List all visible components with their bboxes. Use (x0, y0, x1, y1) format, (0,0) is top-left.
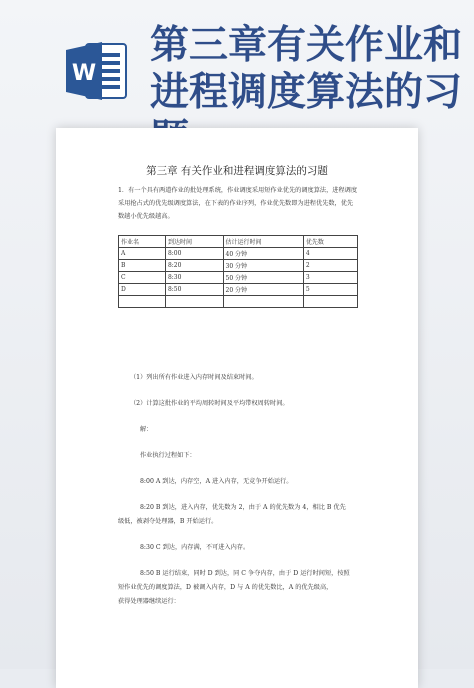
step-8-50-line1: 8:50 B 运行结束，同时 D 到达，同 C 争夺内存，由于 D 运行时间短，按照 (140, 570, 350, 577)
table-cell: 30 分钟 (223, 260, 303, 272)
table-header-row (119, 236, 358, 248)
table-cell (119, 296, 166, 308)
step-8-00: 8:00 A 到达，内存空，A 进入内存，无竞争开始运行。 (140, 478, 293, 485)
table-row (119, 260, 358, 272)
word-icon (64, 38, 130, 104)
table-header: 到达时间 (165, 236, 223, 248)
question-1: （1）列出所有作业进入内存时间及结束时间。 (130, 374, 258, 381)
process-intro: 作业执行过程如下： (140, 452, 196, 459)
table-cell: 8:50 (165, 284, 223, 296)
table-cell: 40 分钟 (223, 248, 303, 260)
svg-text:W: W (71, 61, 97, 86)
table-cell: D (119, 284, 166, 296)
step-8-30: 8:30 C 到达，内存满，不可进入内存。 (140, 544, 250, 551)
table-header: 作业名 (119, 236, 166, 248)
intro-paragraph: 1．有一个具有两道作业的批处理系统，作业调度采用短作业优先的调度算法，进程调度采用抢占式的优先级调度算法，在下表的作业序列，作业优先数即为进程优先数，优先数越小优先级越高。 (118, 187, 358, 220)
step-8-50-line3: 获得处理器继续运行： (118, 598, 180, 605)
banner-title: 第三章有关作业和进程调度算法的习 (150, 23, 463, 115)
question-2: （2）计算这批作业的平均周转时间及平均带权周转时间。 (130, 400, 289, 407)
table-cell: B (119, 260, 166, 272)
table-cell: 2 (303, 260, 357, 272)
table-header: 优先数 (303, 236, 357, 248)
table-cell (223, 296, 303, 308)
table-row (119, 272, 358, 284)
table-cell: 3 (303, 272, 357, 284)
table-header: 估计运行时间 (223, 236, 303, 248)
table-cell: 50 分钟 (223, 272, 303, 284)
table-cell: 20 分钟 (223, 284, 303, 296)
table-cell: 8:00 (165, 248, 223, 260)
step-8-20-line2: 级低，被剥夺处理器，B 开始运行。 (118, 518, 218, 525)
jobs-table (118, 235, 358, 308)
table-cell: C (119, 272, 166, 284)
step-8-20-line1: 8:20 B 到达，进入内存，优先数为 2，由于 A 的优先数为 4，相比 B 优先 (140, 504, 346, 511)
table-cell: A (119, 248, 166, 260)
table-cell: 8:20 (165, 260, 223, 272)
step-8-50-line2: 短作业优先的调度算法，D 被调入内存，D 与 A 的优先数比，A 的优先级高， (118, 584, 333, 591)
document-page (56, 128, 418, 688)
table-cell (165, 296, 223, 308)
table-cell: 5 (303, 284, 357, 296)
table-cell: 8:30 (165, 272, 223, 284)
table-row (119, 296, 358, 308)
table-row (119, 248, 358, 260)
table-row (119, 284, 358, 296)
solution-label: 解： (140, 426, 153, 433)
table-cell: 4 (303, 248, 357, 260)
document-title: 第三章 有关作业和进程调度算法的习题 (146, 165, 328, 177)
table-cell (303, 296, 357, 308)
